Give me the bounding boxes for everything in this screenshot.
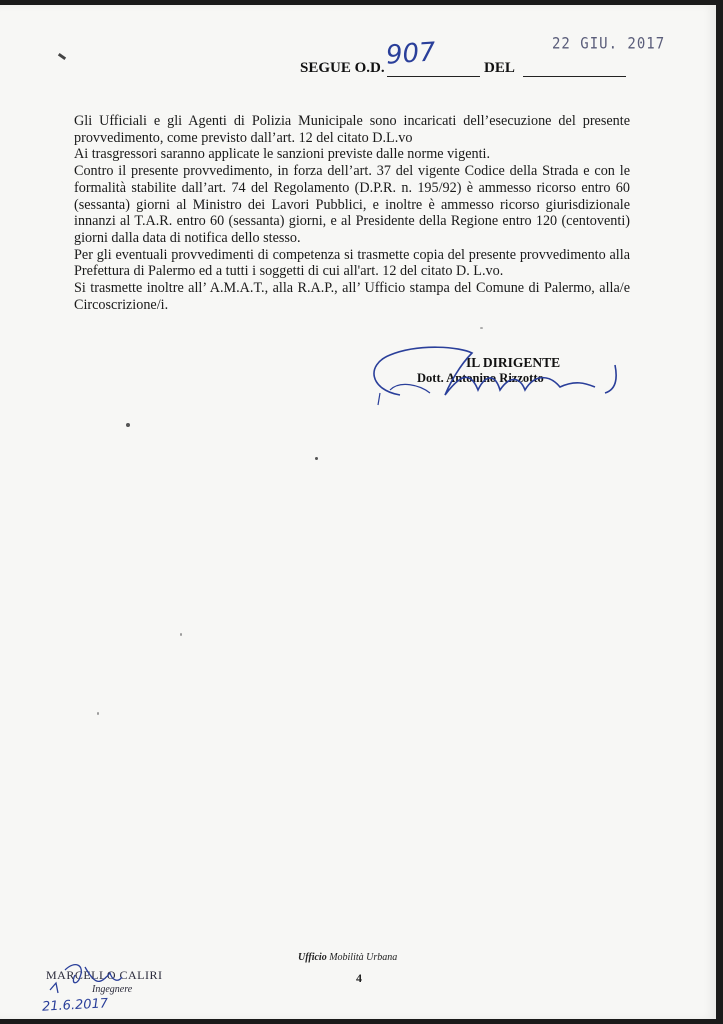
engineer-name-stamp: MARCELLO CALIRI xyxy=(46,968,163,982)
handwritten-signature xyxy=(360,335,630,415)
corner-mark xyxy=(58,53,66,60)
speck xyxy=(480,327,483,329)
paragraph-prefecture: Per gli eventuali provvedimenti di competenza si trasmette copia del presente provvedimento alla Prefettura di Palermo ed a tutti i soggetti di cui all'art. 12 del citato D. L.vo. xyxy=(74,246,630,280)
speck xyxy=(180,633,182,636)
engineer-initials xyxy=(40,955,140,1000)
paragraph-execution: Gli Ufficiali e gli Agenti di Polizia Municipale sono incaricati dell’esecuzione del presente provvedimento, come previsto dall’art. 12 del citato D.L.vo xyxy=(74,113,630,146)
paragraph-sanctions: Ai trasgressori saranno applicate le sanzioni previste dalle norme vigenti. xyxy=(74,146,491,163)
signature-title: IL DIRIGENTE xyxy=(466,355,561,370)
paragraph-appeal: Contro il presente provvedimento, in forza dell’art. 37 del vigente Codice della Strada e con le formalità stabilite dall’art. 74 del Regolamento (D.P.R. n. 195/92) è ammesso ricorso entro 60 (sessanta) giorni al Ministro dei Lavori Pubblici, e inoltre è ammesso ricorso giurisdizionale innanzi al T.A.R. entro 60 (sessanta) giorni, e al Presidente della Regione entro 120 (centoventi) giorni dalla data di notifica dello stesso. xyxy=(74,163,630,246)
del-date-line xyxy=(523,64,626,77)
segue-label: SEGUE O.D. xyxy=(300,60,385,76)
body-text xyxy=(74,113,630,313)
speck xyxy=(97,712,99,715)
speck xyxy=(126,423,130,427)
engineer-handwritten-date: 21.6.2017 xyxy=(41,996,109,1015)
footer-office-bold: Ufficio xyxy=(298,952,327,963)
signature-name: Dott. Antonino Rizzotto xyxy=(417,371,544,385)
page-number: 4 xyxy=(356,971,362,985)
speck xyxy=(315,457,318,460)
del-label: DEL xyxy=(484,60,515,76)
paragraph-transmission: Si trasmette inoltre all’ A.M.A.T., alla R.A.P., all’ Ufficio stampa del Comune di Palermo, alla/e Circoscrizione/i. xyxy=(74,280,630,313)
document-page xyxy=(0,5,716,1019)
footer-office xyxy=(298,952,397,963)
date-stamp: 22 GIU. 2017 xyxy=(552,34,666,54)
od-number-handwritten: 907 xyxy=(385,37,437,71)
engineer-role: Ingegnere xyxy=(92,984,133,995)
footer-office-rest: Mobilità Urbana xyxy=(329,952,398,963)
